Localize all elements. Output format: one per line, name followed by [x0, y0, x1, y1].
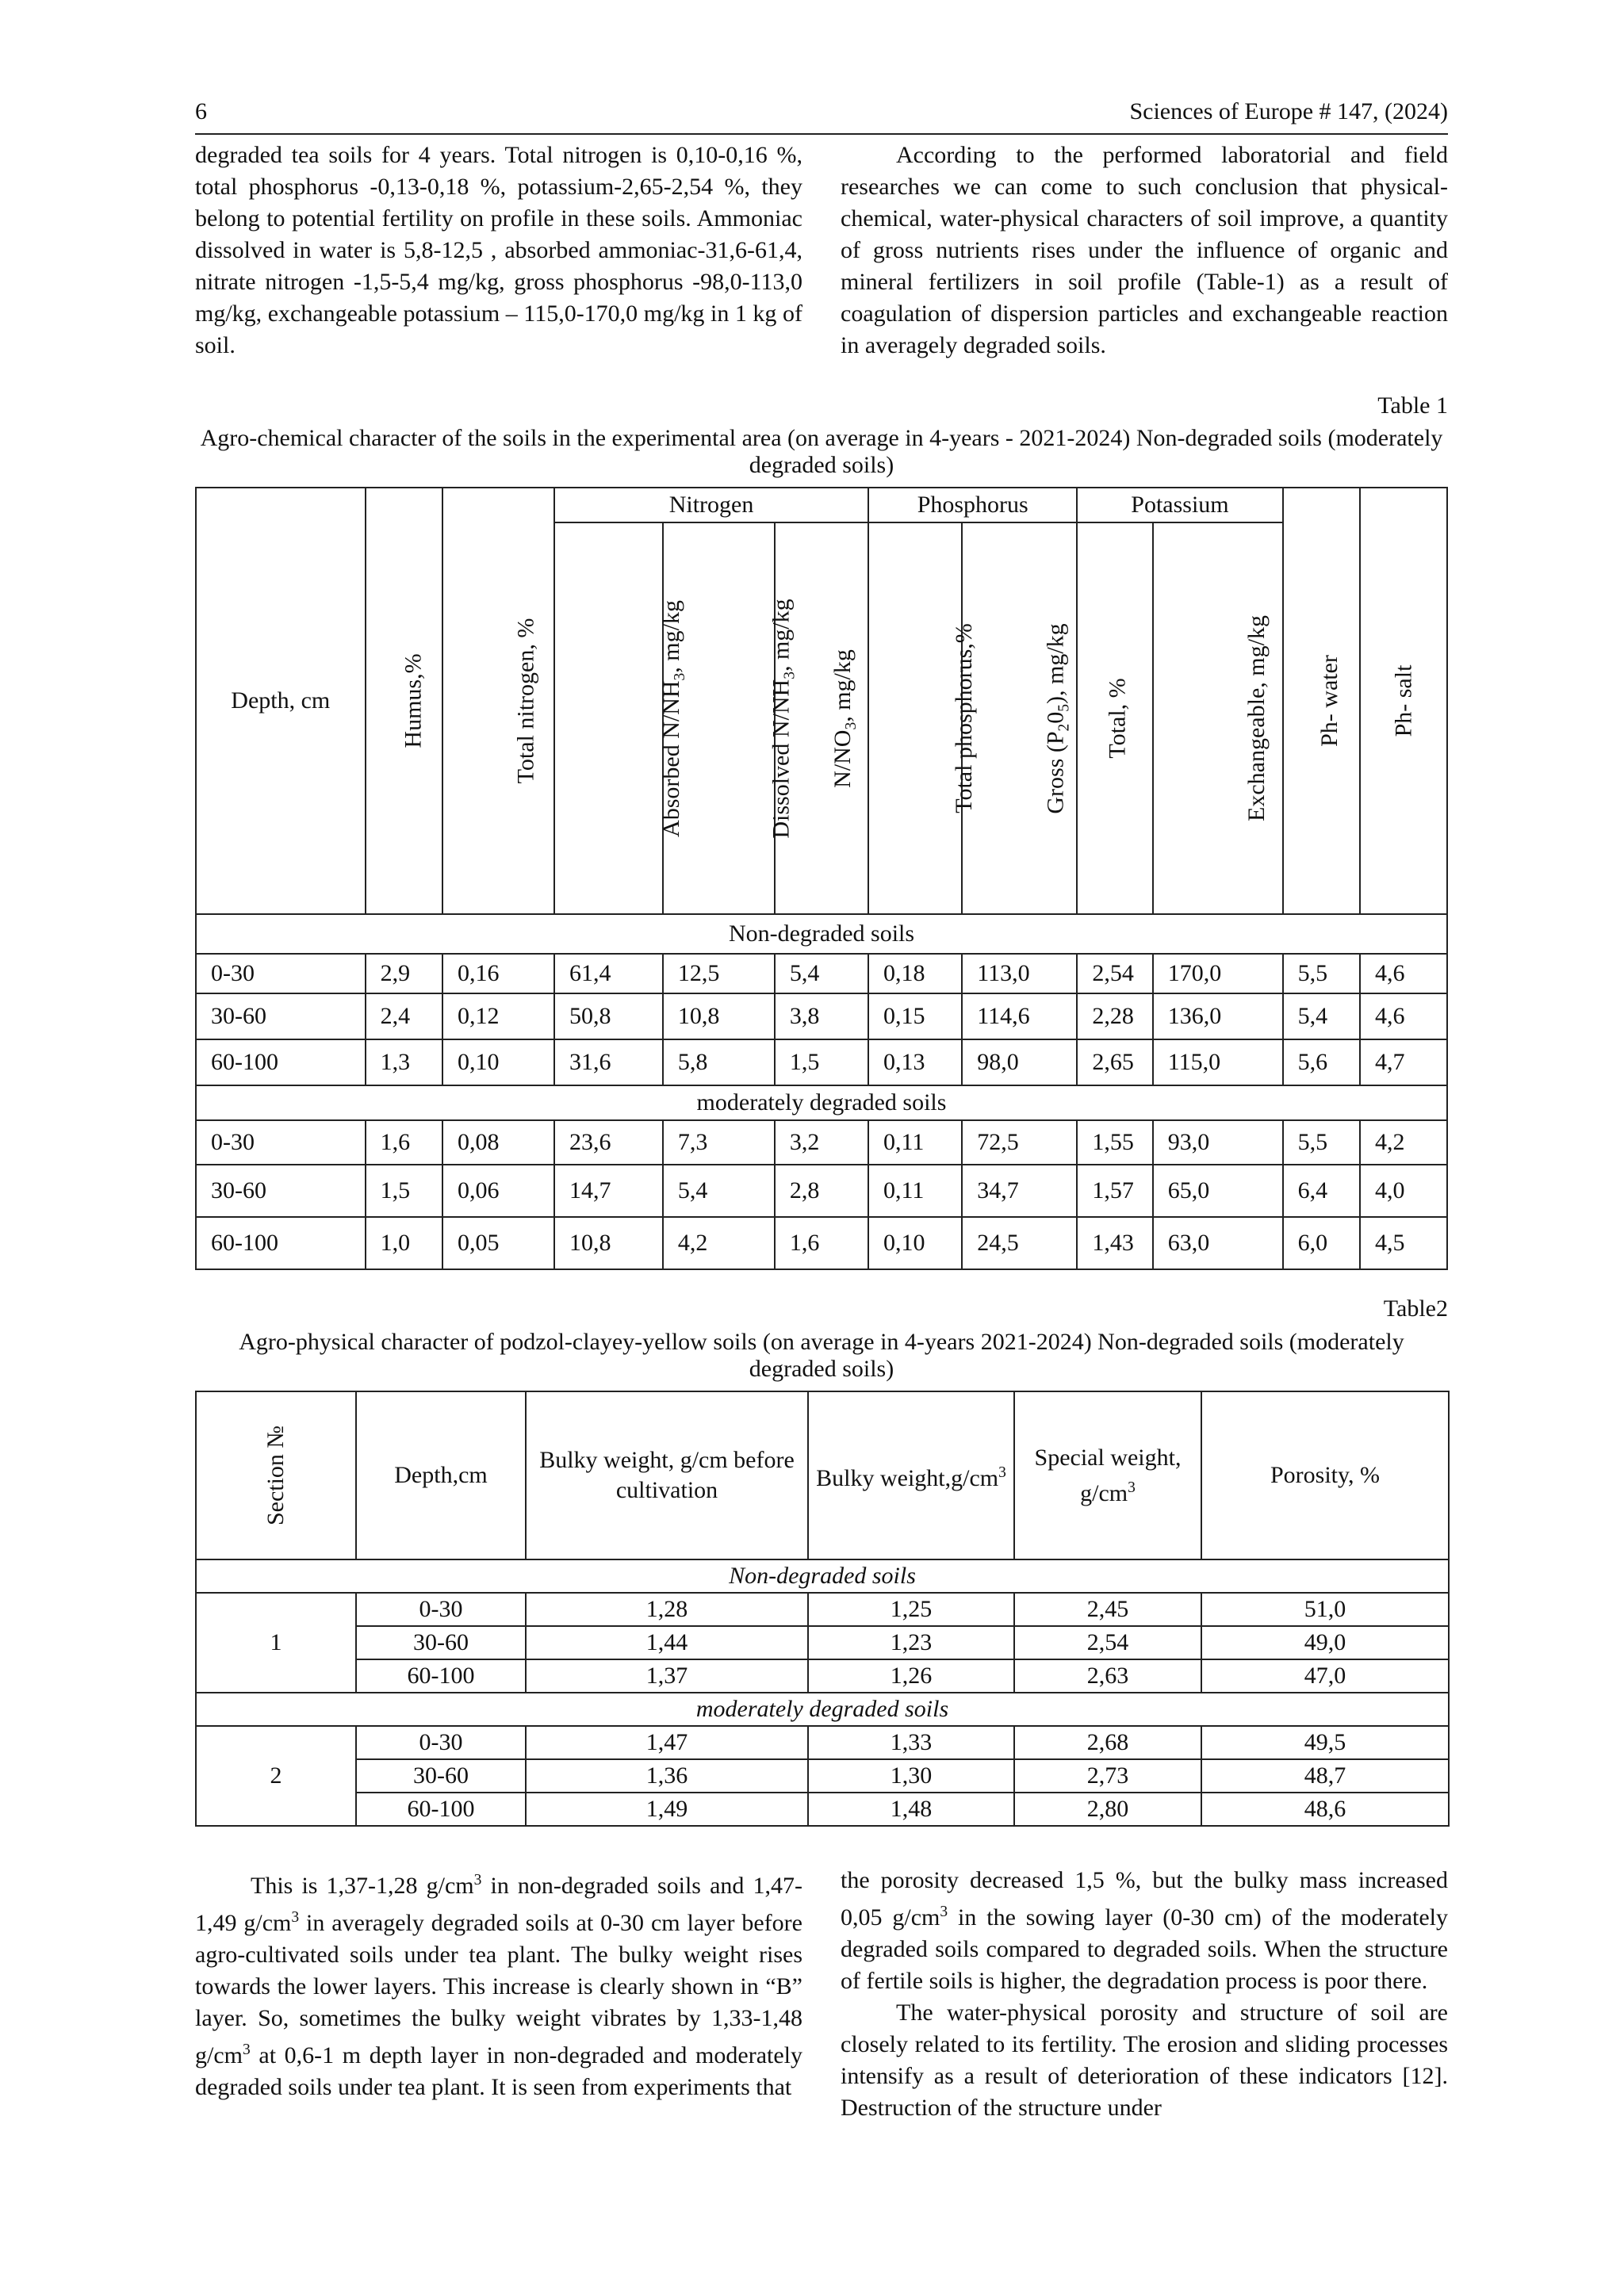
bottom-right-paragraph-1: the porosity decreased 1,5 %, but the bulky mass increased 0,05 $g/cm^3$ in the sowing layer (0-30 cm) of the moderately degraded soils compared to degraded soils. When the structure of fertile soils is higher, the degradation process is poor there. [841, 1867, 1448, 1994]
bottom-right-paragraph-2: The water-physical porosity and structure of soil are closely related to its fertility. The erosion and sliding processes intensify as a result of deterioration of these indicators [12]. Destruction of the structure under [841, 1999, 1448, 2121]
header-bulky-before: Bulky weight, g/cm before cultivation [526, 1391, 808, 1559]
header-total-phosphorus: Total phosphorus,% [868, 522, 962, 914]
header-exchangeable: Exchangeable, mg/kg [1153, 522, 1283, 914]
table-row: 2 0-30 1,47 1,33 2,68 49,5 [196, 1726, 1449, 1759]
table2-caption: Agro-physical character of podzol-clayey-yellow soils (on average in 4-years 2021-2024) Non-degraded soils (moderately degraded soils) [239, 1329, 1404, 1382]
intro-left-paragraph: degraded tea soils for 4 years. Total nitrogen is 0,10-0,16 %, total phosphorus -0,13-0,18 %, potassium-2,65-2,54 %, they belong to potential fertility on profile in these soils. Ammoniac dissolved in water is 5,8-12,5 , absorbed ammoniac-31,6-61,4, nitrate nitrogen -1,5-5,4 mg/kg, gross phosphorus -98,0-113,0 mg/kg, exchangeable potassium – 115,0-170,0 mg/kg in 1 kg of soil. [195, 142, 802, 358]
page-header [195, 98, 1448, 135]
header-group-nitrogen: Nitrogen [554, 488, 868, 522]
header-group-phosphorus: Phosphorus [868, 488, 1077, 522]
table1-label: Table 1 [1377, 392, 1448, 419]
section-number-1: 1 [196, 1593, 356, 1693]
header-dissolved: Dissolved $N/NH_3$, mg/kg [663, 522, 775, 914]
table-row: 0-30 1,6 0,08 23,6 7,3 3,2 0,11 72,5 1,55 93,0 5,5 4,2 [196, 1120, 1447, 1165]
table-row: 60-100 1,3 0,10 31,6 5,8 1,5 0,13 98,0 2,65 115,0 5,6 4,7 [196, 1039, 1447, 1085]
table-row: 60-100 1,0 0,05 10,8 4,2 1,6 0,10 24,5 1,43 63,0 6,0 4,5 [196, 1217, 1447, 1269]
section-moderately-degraded: moderately degraded soils [196, 1085, 1447, 1120]
section-non-degraded: Non-degraded soils [196, 1559, 1449, 1593]
table-row: 0-30 2,9 0,16 61,4 12,5 5,4 0,18 113,0 2,54 170,0 5,5 4,6 [196, 954, 1447, 993]
table-row: 30-60 1,44 1,23 2,54 49,0 [196, 1626, 1449, 1659]
table-row: 60-100 1,37 1,26 2,63 47,0 [196, 1659, 1449, 1693]
header-porosity: Porosity, % [1201, 1391, 1449, 1559]
bottom-left-column [195, 1865, 802, 2103]
intro-left-column [195, 140, 802, 362]
table1-caption: Agro-chemical character of the soils in the experimental area (on average in 4-years - 2021-2024) Non-degraded soils (moderately degraded soils) [200, 425, 1443, 478]
agrochemical-table [195, 487, 1448, 1270]
header-group-potassium: Potassium [1077, 488, 1282, 522]
intro-right-paragraph: According to the performed laboratorial and field researches we can come to such conclusion that physical-chemical, water-physical characters of soil improve, a quantity of gross nutrients rises under the influence of organic and mineral fertilizers in soil profile (Table-1) as a result of coagulation of dispersion particles and exchangeable reaction in averagely degraded soils. [841, 142, 1448, 358]
journal-title: Sciences of Europe # 147, (2024) [1129, 98, 1448, 124]
bottom-left-paragraph: This is 1,37-1,28 $g/cm^3$ in non-degraded soils and 1,47-1,49 $g/cm^3$ in averagely degraded soils at 0-30 cm layer before agro-cultivated soils under tea plant. The bulky weight rises towards the lower layers. This increase is clearly shown in “B” layer. So, sometimes the bulky weight vibrates by 1,33-1,48 $g/cm^3$ at 0,6-1 m depth layer in non-degraded and moderately degraded soils under tea plant. It is seen from experiments that [195, 1872, 802, 2100]
header-ph-salt: Ph- salt [1360, 488, 1447, 914]
header-nitrate: $N/NO_3$, mg/kg [775, 522, 868, 914]
table-row: 30-60 1,36 1,30 2,73 48,7 [196, 1759, 1449, 1793]
table-row: 30-60 2,4 0,12 50,8 10,8 3,8 0,15 114,6 2,28 136,0 5,4 4,6 [196, 993, 1447, 1039]
header-gross: Gross $(P_20_5)$, mg/kg [962, 522, 1077, 914]
section-number-2: 2 [196, 1726, 356, 1826]
table2-label: Table2 [1383, 1295, 1448, 1322]
header-absorbed: Absorbed $N/NH_3$, mg/kg [554, 522, 663, 914]
header-total-nitrogen: Total nitrogen, % [442, 488, 554, 914]
page-number: 6 [195, 98, 207, 124]
intro-right-column [841, 140, 1448, 362]
table-row: 30-60 1,5 0,06 14,7 5,4 2,8 0,11 34,7 1,57 65,0 6,4 4,0 [196, 1165, 1447, 1217]
table-row: 60-100 1,49 1,48 2,80 48,6 [196, 1793, 1449, 1826]
table-row: 1 0-30 1,28 1,25 2,45 51,0 [196, 1593, 1449, 1626]
header-ph-water: Ph- water [1283, 488, 1360, 914]
header-bulky-weight: Bulky $weight,g/cm^3$ [808, 1391, 1014, 1559]
header-depth-cm: Depth,cm [356, 1391, 526, 1559]
section-moderately-degraded: moderately degraded soils [196, 1693, 1449, 1726]
bottom-right-column [841, 1865, 1448, 2124]
header-humus: Humus,% [366, 488, 442, 914]
header-special-weight: Special weight, $g/cm^3$ [1014, 1391, 1201, 1559]
agrophysical-table [195, 1391, 1450, 1827]
header-depth: Depth, cm [196, 488, 366, 914]
section-non-degraded: Non-degraded soils [196, 914, 1447, 954]
header-section-number: Section № [196, 1391, 356, 1559]
header-total-potassium: Total, % [1077, 522, 1152, 914]
